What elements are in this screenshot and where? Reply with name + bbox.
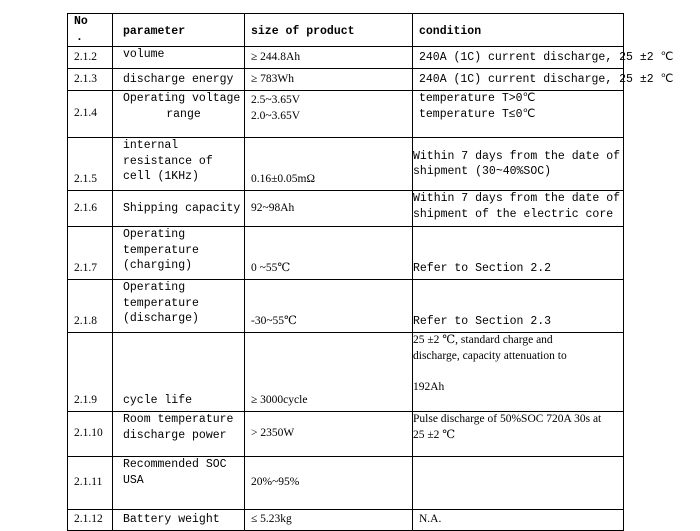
row-number: 2.1.9	[68, 333, 113, 412]
condition-line: Within 7 days from the date of	[413, 149, 621, 163]
table-body	[68, 47, 674, 531]
parameter-line: range	[166, 107, 201, 121]
condition-cell	[413, 138, 624, 191]
table-row	[68, 227, 624, 280]
size-cell	[245, 138, 413, 191]
parameter-line: internal	[123, 139, 179, 152]
size-cell	[245, 457, 413, 510]
size-line: ≤ 5.23kg	[251, 513, 292, 526]
parameter-cell	[113, 227, 245, 280]
condition-cell	[413, 191, 624, 227]
condition-line: shipment (30~40%SOC)	[413, 165, 552, 178]
header-condition	[413, 14, 624, 47]
size-line: -30~55℃	[251, 314, 297, 327]
parameter-line: Operating	[123, 281, 186, 294]
header-parameter	[113, 14, 245, 47]
row-number: 2.1.8	[68, 280, 113, 333]
condition-cell	[413, 412, 624, 457]
condition-line: discharge, capacity attenuation to	[413, 349, 567, 362]
header-no	[68, 14, 113, 47]
parameter-cell	[113, 91, 245, 138]
row-number: 2.1.4	[68, 91, 113, 138]
header-parameter-text: parameter	[123, 25, 186, 39]
size-line: ≥ 3000cycle	[251, 393, 308, 406]
size-cell	[245, 47, 413, 69]
header-no-text: No	[74, 15, 88, 28]
size-line: 0.16±0.05mΩ	[251, 172, 316, 185]
condition-line: N.A.	[419, 513, 442, 526]
table-row	[68, 280, 624, 333]
parameter-line: Recommended SOC	[123, 458, 227, 471]
condition-cell	[413, 510, 624, 531]
row-number: 2.1.5	[68, 138, 113, 191]
row-number: 2.1.7	[68, 227, 113, 280]
size-line: ≥ 244.8Ah	[251, 50, 301, 63]
condition-line: Pulse discharge of 50%SOC 720A 30s at	[413, 413, 602, 425]
header-row	[68, 14, 624, 47]
parameter-line: cell (1KHz)	[123, 170, 199, 183]
table-row	[68, 457, 624, 510]
row-number: 2.1.2	[68, 47, 113, 69]
condition-line: 25 ±2 ℃	[413, 428, 456, 441]
table-row	[68, 191, 624, 227]
parameter-line: temperature	[123, 296, 199, 310]
parameter-line: Room temperature	[123, 413, 234, 426]
row-number: 2.1.3	[68, 69, 113, 91]
parameter-cell	[113, 457, 245, 510]
parameter-line: Operating voltage	[123, 92, 241, 105]
size-line: > 2350W	[251, 427, 295, 440]
size-line: ≥ 783Wh	[251, 72, 295, 85]
table-row	[68, 47, 624, 69]
condition-line: 192Ah	[413, 380, 445, 393]
size-cell	[245, 91, 413, 138]
table-row	[68, 412, 624, 457]
table-row	[68, 69, 624, 91]
header-size	[245, 14, 413, 47]
condition-cell	[413, 91, 624, 138]
condition-line: shipment of the electric core	[413, 207, 614, 221]
condition-cell	[413, 280, 624, 333]
condition-line: Refer to Section 2.2	[413, 261, 552, 275]
parameter-cell	[113, 138, 245, 191]
condition-line: 25 ±2 ℃, standard charge and	[413, 334, 553, 346]
size-cell	[245, 333, 413, 412]
table-row	[68, 510, 624, 531]
header-size-text: size of product	[251, 25, 355, 39]
condition-cell	[413, 69, 674, 91]
parameter-cell	[113, 280, 245, 333]
condition-line: temperature T>0℃	[419, 92, 536, 105]
size-line: 0 ~55℃	[251, 261, 291, 274]
row-number: 2.1.6	[68, 191, 113, 227]
condition-line: Refer to Section 2.3	[413, 314, 552, 328]
parameter-line: Battery weight	[123, 513, 220, 527]
parameter-line: temperature	[123, 243, 199, 257]
size-cell	[245, 191, 413, 227]
condition-line: Within 7 days from the date of	[413, 192, 621, 205]
parameter-line: USA	[123, 473, 144, 487]
header-condition-text: condition	[419, 25, 482, 39]
condition-line	[419, 457, 623, 473]
parameter-cell	[113, 191, 245, 227]
size-cell	[245, 69, 413, 91]
parameter-line: (discharge)	[123, 312, 199, 325]
size-line: 2.5~3.65V	[251, 94, 301, 106]
parameter-cell	[113, 412, 245, 457]
condition-line: 240A (1C) current discharge, 25 ±2 ℃	[419, 50, 674, 64]
header-no-dot: .	[76, 30, 83, 44]
size-cell	[245, 412, 413, 457]
row-number: 2.1.11	[68, 457, 113, 510]
table-row	[68, 91, 624, 138]
size-cell	[245, 510, 413, 531]
parameter-line: Shipping capacity	[123, 201, 241, 215]
parameter-line: cycle life	[123, 393, 193, 407]
parameter-line: (charging)	[123, 259, 193, 272]
condition-cell	[413, 333, 624, 412]
parameter-cell	[113, 510, 245, 531]
condition-line: temperature T≤0℃	[419, 107, 536, 121]
size-line: 2.0~3.65V	[251, 109, 301, 122]
condition-cell	[413, 227, 624, 280]
table-row	[68, 333, 624, 412]
row-number: 2.1.10	[68, 412, 113, 457]
size-cell	[245, 227, 413, 280]
size-line: 20%~95%	[251, 476, 300, 489]
table-row	[68, 138, 624, 191]
parameter-line: volume	[123, 48, 165, 61]
parameter-cell	[113, 333, 245, 412]
parameter-line: resistance of	[123, 154, 213, 168]
condition-line	[413, 364, 623, 380]
size-line: 92~98Ah	[251, 201, 295, 214]
spec-table	[67, 13, 674, 531]
parameter-line: discharge energy	[123, 72, 234, 86]
condition-cell	[413, 457, 624, 510]
size-cell	[245, 280, 413, 333]
parameter-line: discharge power	[123, 428, 227, 442]
condition-line: 240A (1C) current discharge, 25 ±2 ℃	[419, 72, 674, 86]
parameter-line: Operating	[123, 228, 186, 241]
parameter-cell	[113, 69, 245, 91]
parameter-cell	[113, 47, 245, 69]
row-number: 2.1.12	[68, 510, 113, 531]
condition-cell	[413, 47, 674, 69]
